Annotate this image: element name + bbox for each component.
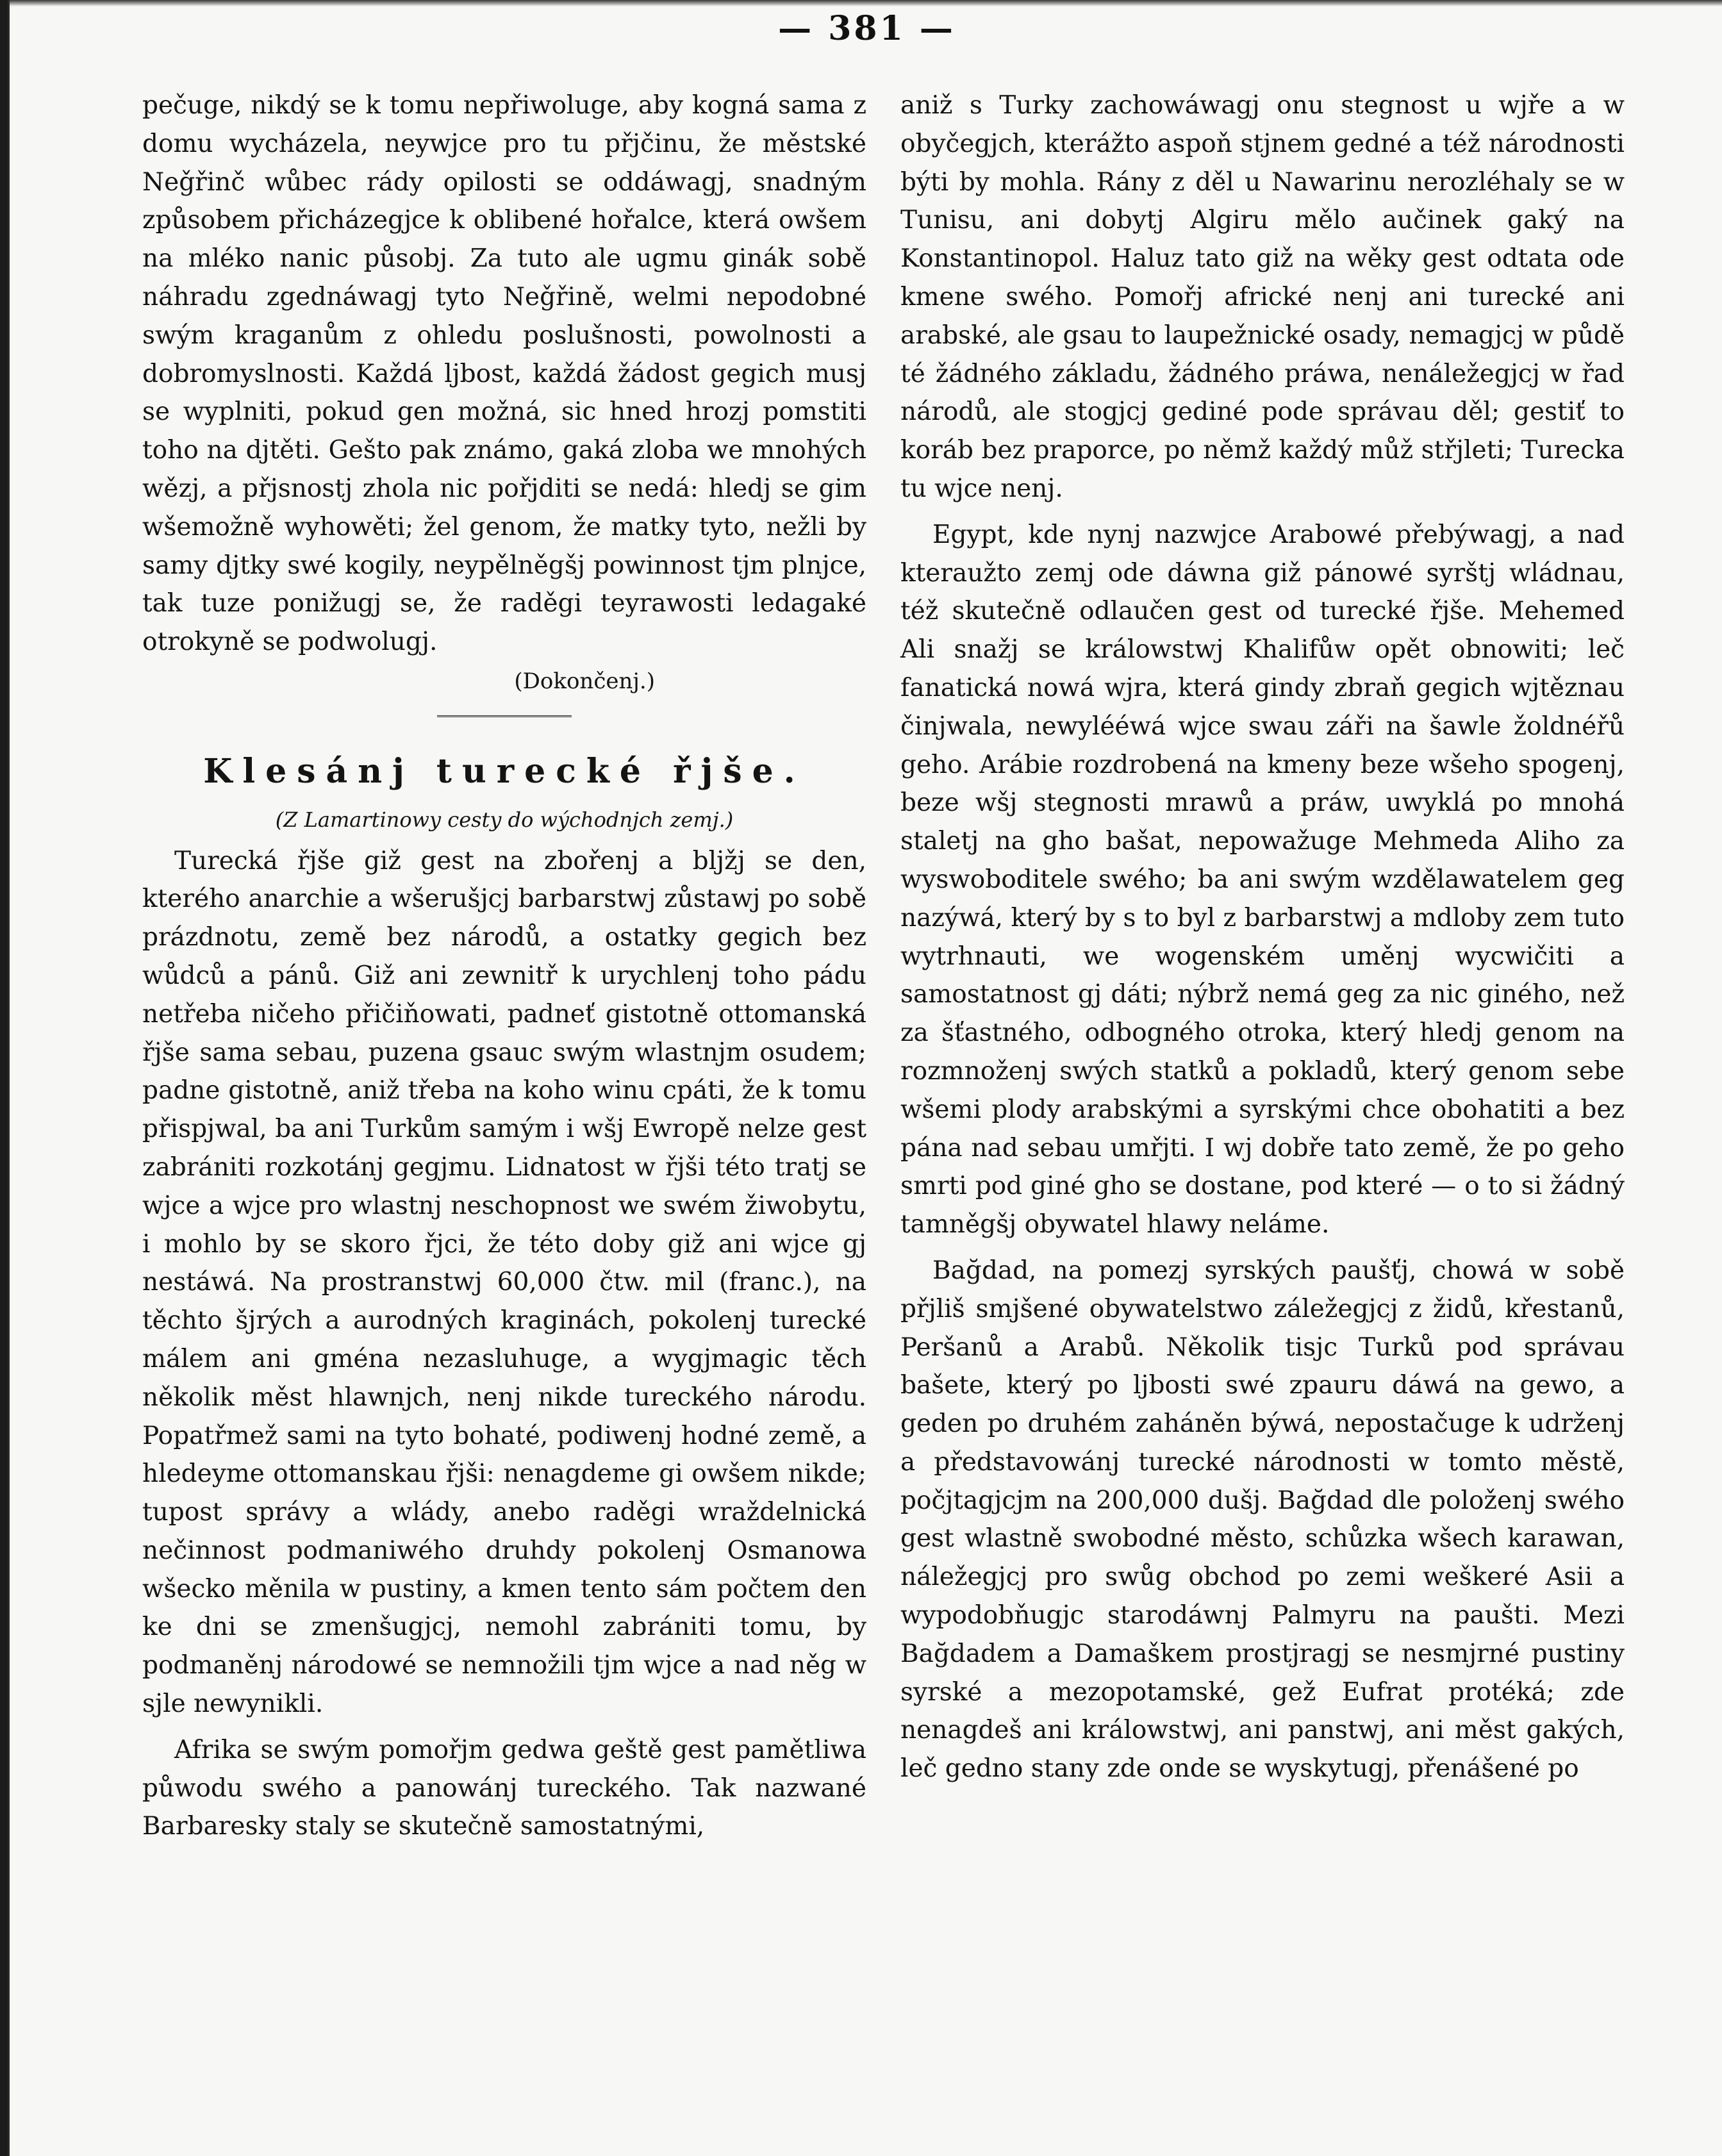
page-number: — 381 — [778, 9, 956, 48]
paragraph: Egypt, kde nynj nazwjce Arabowé přebýwagj, a nad kteraužto zemj ode dáwna giž pánowé syrštj wládnau, též skutečně odlaučen gest od turecké řjše. Mehemed Ali snažj se králowstwj Khalifůw opět obnowiti; leč fanatická nowá wjra, která gindy zbraň gegich wjtěznau činjwala, newylééwá wjce swau záři na šawle žoldnéřů geho. Arábie rozdrobená na kmeny beze wšeho spogenj, beze wšj stegnosti mrawů a práw, uwyklá po mnohá staletj na gho bašat, nepowažuge Mehmeda Aliho za wyswoboditele swého; ba ani swým wzdělawatelem geg nazýwá, který by s to byl z barbarstwj a mdloby zem tuto wytrhnauti, we wogenském uměnj wycwičiti a samostatnost gj dáti; nýbrž nemá geg za nic giného, než za šťastného, odbogného otroka, který hledj genom na rozmnoženj swých statků a pokladů, který genom sebe wšemi plody arabskými a syrskými chce obohatiti a bez pána nad sebau umřjti. I wj dobře tato země, že po geho smrti pod giné gho se dostane, pod které — o to si žádný tamněgšj obywatel hlawy neláme. [900, 520, 1625, 1240]
paragraph: Bağdad, na pomezj syrských paušťj, chowá w sobě přjliš smjšené obywatelstwo záležegjcj z židů, křestanů, Peršanů a Arabů. Několik tisjc Turků pod správau bašete, který po ljbosti swé zpauru dáwá na gewo, a geden po druhém zaháněn býwá, nepostačuge k udrženj a představowánj turecké národnosti w tomto městě, počjtagjcjm na 200,000 dušj. Bağdad dle položenj swého gest wlastně swobodné město, schůzka wšech karawan, náležegjcj pro swůg obchod po zemi weškeré Asii a wypodobňugjc starodáwnj Palmyru na paušti. Mezi Bağdadem a Damaškem prostjragj se nesmjrné pustiny syrské a mezopotamské, gež Eufrat protéká; zde nenagdeš ani králowstwj, ani panstwj, ani měst gakých, leč gedno stany zde onde se wyskytugj, přenášené po [900, 1256, 1625, 1784]
paragraph: Afrika se swým pomořjm gedwa geště gest pamětliwa půwodu swého a panowánj tureckého. Tak nazwané Barbaresky staly se skutečně samostatnými, [142, 1735, 866, 1841]
section-divider [437, 715, 572, 720]
paragraph: Turecká řjše giž gest na zbořenj a bljžj se den, kterého anarchie a wšerušjcj barbarstwj zůstawj po sobě prázdnotu, země bez národů, a ostatky gegich bez wůdců a pánů. Giž ani zewnitř k urychlenj toho pádu netřeba ničeho přičiňowati, padneť gistotně ottomanská řjše sama sebau, puzena gsauc swým wlastnjm osudem; padne gistotně, aniž třeba na koho winu cpáti, že k tomu přispjwal, ba ani Turkům samým i wšj Ewropě nelze gest zabrániti rozkotánj gegjmu. Lidnatost w řjši této tratj se wjce a wjce pro wlastnj neschopnost we swém žiwobytu, i mohlo by se skoro řjci, že této doby giž ani wjce gj nestáwá. Na prostranstwj 60,000 čtw. mil (franc.), na těchto šjrých a aurodných kraginách, pokolenj turecké málem ani gména nezasluhuge, a wygjmagic těch několik měst hlawnjch, nenj nikde tureckého národu. Popatřmež sami na tyto bohaté, podiwenj hodné země, a hledeyme ottomanskau řjši: nenagdeme gi owšem nikde; tupost správy a wlády, anebo raděgi wraždelnická nečinnost podmaniwého druhdy pokolenj Osmanowa wšecko měnila w pustiny, a kmen tento sám počtem den ke dni se zmenšugjcj, nemohl zabrániti tomu, by podmaněnj národowé se nemnožili tjm wjce a nad něg w sjle newynikli. [142, 846, 866, 1719]
page-top-edge [10, 0, 1722, 6]
section-subtitle: (Z Lamartinowy cesty do wýchodnjch zemj.) [275, 807, 734, 832]
section-title: Klesánj turecké řjše. [203, 751, 806, 791]
dokonceni-note: (Dokončenj.) [514, 668, 655, 694]
book-page [8, 0, 1722, 2156]
right-column [900, 87, 1625, 1788]
paragraph-continuation: pečuge, nikdý se k tomu nepřiwoluge, aby kogná sama z domu wycházela, neywjce pro tu přjčinu, že městské Neǧřinč wůbec rády opilosti se oddáwagj, snadným způsobem přicházegjce k oblibené hořalce, která owšem na mléko nanic působj. Za tuto ale ugmu ginák sobě náhradu zgednáwagj tyto Neǧřině, welmi nepodobné swým kraganům z ohledu poslušnosti, powolnosti a dobromyslnosti. Každá ljbost, každá žádost gegich musj se wyplniti, pokud gen možná, sic hned hrozj pomstiti toho na djtěti. Gešto pak známo, gaká zloba we mnohých wězj, a přjsnostj zhola nic pořjditi se nedá: hledj se gim wšemožně wyhowěti; žel genom, že matky tyto, nežli by samy djtky swé kogily, neypělněgšj powinnost tjm plnjce, tak tuze ponižugj se, že raděgi teyrawosti ledagaké otrokyně se podwolugj. [142, 91, 866, 657]
left-column [142, 87, 866, 1846]
paragraph-continuation: aniž s Turky zachowáwagj onu stegnost u wjře a w obyčegjch, kterážto aspoň stjnem gedné a též národnosti býti by mohla. Rány z děl u Nawarinu nerozléhaly se w Tunisu, ani dobytj Algiru mělo aučinek gaký na Konstantinopol. Haluz tato giž na wěky gest odtata ode kmene swého. Pomořj africké nenj ani turecké ani arabské, ale gsau to laupežnické osady, nemagjcj w půdě té žádného základu, žádného práwa, nenáležegjcj w řad národů, ale stogjcj gediné pode správau děl; gestiť to koráb bez praporce, po němž každý můž střjleti; Turecka tu wjce nenj. [900, 91, 1625, 503]
